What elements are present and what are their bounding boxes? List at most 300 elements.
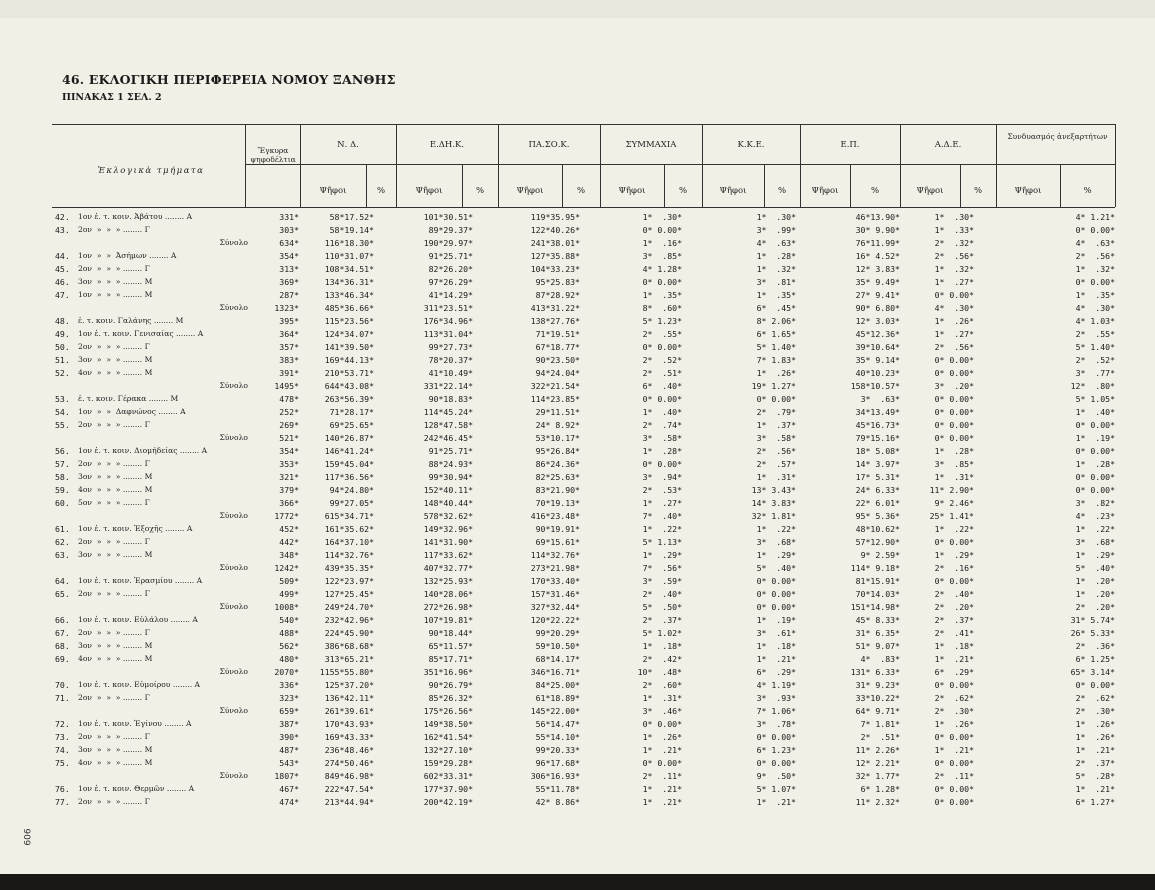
table-row	[0, 407, 1155, 418]
page-subtitle: ΠΙΝΑΚΑΣ 1 ΣΕΛ. 2	[62, 92, 162, 103]
kke-cell: 3* .93*	[756, 693, 796, 703]
row-label: 2ον » » » ........ Γ	[78, 459, 150, 468]
edik-cell: 200*42.19*	[423, 797, 473, 807]
kke-cell: 0* 0.00*	[756, 732, 796, 742]
row-label: 4ον » » » ........ Μ	[78, 368, 153, 377]
nd-cell: 110*31.07*	[324, 251, 374, 261]
pasok-cell: 59*10.50*	[535, 641, 580, 651]
nd-cell: 210*53.71*	[324, 368, 374, 378]
header-symmachia: ΣΥΜΜΑΧΙΑ	[625, 140, 677, 150]
table-row	[0, 693, 1155, 704]
ep-cell: 18* 5.08*	[855, 446, 900, 456]
symmachia-cell: 2* .52*	[642, 355, 682, 365]
symmachia-cell: 1* .16*	[642, 238, 682, 248]
edik-cell: 152*40.11*	[423, 485, 473, 495]
table-row	[0, 563, 1155, 574]
row-number: 63.	[55, 550, 70, 560]
row-number: 60.	[55, 498, 70, 508]
ep-cell: 35* 9.14*	[855, 355, 900, 365]
kke-cell: 5* .40*	[756, 563, 796, 573]
nd-cell: 127*25.45*	[324, 589, 374, 599]
valid-ballots: 1495*	[274, 381, 299, 391]
ade-cell: 1* .22*	[934, 524, 974, 534]
ep-cell: 32* 1.77*	[855, 771, 900, 781]
edik-cell: 351*16.96*	[423, 667, 473, 677]
row-number: 69.	[55, 654, 70, 664]
kke-cell: 1* .29*	[756, 550, 796, 560]
ade-cell: 2* .56*	[934, 342, 974, 352]
header-votes: Ψῆφοι	[319, 186, 347, 196]
independents-cell: 26* 5.33*	[1070, 628, 1115, 638]
row-number: 64.	[55, 576, 70, 586]
ade-cell: 0* 0.00*	[934, 394, 974, 404]
valid-ballots: 313*	[279, 264, 299, 274]
header-pasok: ΠΑ.ΣΟ.Κ.	[528, 140, 570, 150]
table-row	[0, 719, 1155, 730]
kke-cell: 6* 1.23*	[756, 745, 796, 755]
ade-cell: 2* .20*	[934, 602, 974, 612]
ep-cell: 95* 5.36*	[855, 511, 900, 521]
kke-cell: 1* .37*	[756, 420, 796, 430]
independents-cell: 31* 5.74*	[1070, 615, 1115, 625]
ade-cell: 0* 0.00*	[934, 433, 974, 443]
nd-cell: 849*46.98*	[324, 771, 374, 781]
row-label: 2ον » » » ........ Γ	[78, 628, 150, 637]
header-votes: Ψῆφοι	[811, 186, 839, 196]
pasok-cell: 327*32.44*	[530, 602, 580, 612]
ade-cell: 3* .85*	[934, 459, 974, 469]
edik-cell: 107*19.81*	[423, 615, 473, 625]
ep-cell: 33*10.22*	[855, 693, 900, 703]
ep-cell: 151*14.98*	[850, 602, 900, 612]
row-label: 1ον » » Δαφνώνος ........ Α	[78, 407, 186, 416]
independents-cell: 1* .29*	[1075, 550, 1115, 560]
valid-ballots: 1008*	[274, 602, 299, 612]
ade-cell: 1* .21*	[934, 745, 974, 755]
ep-cell: 16* 4.52*	[855, 251, 900, 261]
pasok-cell: 104*33.23*	[530, 264, 580, 274]
ade-cell: 2* .30*	[934, 706, 974, 716]
independents-cell: 1* .20*	[1075, 589, 1115, 599]
row-number: 71.	[55, 693, 70, 703]
symmachia-cell: 2* .42*	[642, 654, 682, 664]
symmachia-cell: 8* .60*	[642, 303, 682, 313]
table-row	[0, 654, 1155, 665]
table-row	[0, 680, 1155, 691]
table-row	[0, 537, 1155, 548]
symmachia-cell: 4* 1.28*	[642, 264, 682, 274]
pasok-cell: 99*20.29*	[535, 628, 580, 638]
kke-cell: 6* 1.65*	[756, 329, 796, 339]
ep-cell: 35* 9.49*	[855, 277, 900, 287]
independents-cell: 1* .26*	[1075, 732, 1115, 742]
ep-cell: 30* 9.90*	[855, 225, 900, 235]
kke-cell: 3* .68*	[756, 537, 796, 547]
table-row	[0, 212, 1155, 223]
valid-ballots: 252*	[279, 407, 299, 417]
nd-cell: 124*34.07*	[324, 329, 374, 339]
kke-cell: 13* 3.43*	[751, 485, 796, 495]
independents-cell: 0* 0.00*	[1075, 420, 1115, 430]
symmachia-cell: 5* .50*	[642, 602, 682, 612]
header-bottom-rule	[52, 207, 1115, 208]
row-label: 2ον » » » ........ Γ	[78, 693, 150, 702]
pasok-cell: 29*11.51*	[535, 407, 580, 417]
edik-cell: 99*30.94*	[428, 472, 473, 482]
row-label: 4ον » » » ........ Μ	[78, 654, 153, 663]
symmachia-cell: 0* 0.00*	[642, 225, 682, 235]
row-number: 44.	[55, 251, 70, 261]
header-votes: Ψῆφοι	[516, 186, 544, 196]
valid-ballots: 1323*	[274, 303, 299, 313]
pasok-cell: 84*25.00*	[535, 680, 580, 690]
header-mid-rule	[245, 164, 1115, 165]
independents-cell: 6* 1.25*	[1075, 654, 1115, 664]
independents-cell: 1* .20*	[1075, 576, 1115, 586]
row-number: 72.	[55, 719, 70, 729]
ade-cell: 2* .41*	[934, 628, 974, 638]
pasok-cell: 55*11.78*	[535, 784, 580, 794]
ade-cell: 2* .37*	[934, 615, 974, 625]
ep-cell: 7* 1.81*	[860, 719, 900, 729]
pasok-cell: 70*19.13*	[535, 498, 580, 508]
table-row	[0, 290, 1155, 301]
edik-cell: 149*32.96*	[423, 524, 473, 534]
edik-cell: 91*25.71*	[428, 251, 473, 261]
ade-cell: 0* 0.00*	[934, 290, 974, 300]
row-number: 73.	[55, 732, 70, 742]
row-label: Σύνολο	[219, 771, 248, 780]
symmachia-cell: 2* .74*	[642, 420, 682, 430]
row-label: 2ον » » » ........ Γ	[78, 342, 150, 351]
kke-cell: 3* .61*	[756, 628, 796, 638]
independents-cell: 4* .63*	[1075, 238, 1115, 248]
nd-cell: 99*27.05*	[329, 498, 374, 508]
independents-cell: 3* .68*	[1075, 537, 1115, 547]
table-row	[0, 264, 1155, 275]
row-label: Σύνολο	[219, 303, 248, 312]
ade-cell: 4* .30*	[934, 303, 974, 313]
row-label: Σύνολο	[219, 511, 248, 520]
kke-cell: 1* .31*	[756, 472, 796, 482]
nd-cell: 108*34.51*	[324, 264, 374, 274]
ade-cell: 1* .30*	[934, 212, 974, 222]
valid-ballots: 509*	[279, 576, 299, 586]
nd-cell: 117*36.56*	[324, 472, 374, 482]
kke-cell: 3* .78*	[756, 719, 796, 729]
independents-cell: 5* .28*	[1075, 771, 1115, 781]
edik-cell: 132*25.93*	[423, 576, 473, 586]
ade-cell: 1* .31*	[934, 472, 974, 482]
row-label: 1ον ἐ. τ. κοιν. Γενισαίας ........ Α	[78, 329, 204, 338]
valid-ballots: 1242*	[274, 563, 299, 573]
edik-cell: 113*31.04*	[423, 329, 473, 339]
valid-ballots: 487*	[279, 745, 299, 755]
nd-cell: 134*36.31*	[324, 277, 374, 287]
nd-cell: 236*48.46*	[324, 745, 374, 755]
ade-cell: 0* 0.00*	[934, 407, 974, 417]
row-label: 1ον ἐ. τ. κοιν. Διομήδείας ........ Α	[78, 446, 208, 455]
symmachia-cell: 2* .40*	[642, 589, 682, 599]
header-independents: Συνδυασμός ἀνεξαρτήτων	[1007, 132, 1108, 141]
pasok-cell: 127*35.88*	[530, 251, 580, 261]
independents-cell: 0* 0.00*	[1075, 485, 1115, 495]
independents-cell: 3* .82*	[1075, 498, 1115, 508]
valid-ballots: 390*	[279, 732, 299, 742]
pasok-cell: 120*22.22*	[530, 615, 580, 625]
table-row	[0, 797, 1155, 808]
nd-cell: 58*19.14*	[329, 225, 374, 235]
ade-cell: 25* 1.41*	[929, 511, 974, 521]
independents-cell: 1* .21*	[1075, 784, 1115, 794]
pasok-cell: 346*16.71*	[530, 667, 580, 677]
row-number: 76.	[55, 784, 70, 794]
row-label: ἐ. τ. κοιν. Γέρακα ........ Μ	[78, 394, 179, 403]
header-pct: %	[475, 186, 485, 196]
header-pct: %	[973, 186, 983, 196]
row-label: 2ον » » » ........ Γ	[78, 420, 150, 429]
valid-ballots: 287*	[279, 290, 299, 300]
edik-cell: 114*45.24*	[423, 407, 473, 417]
nd-cell: 232*42.96*	[324, 615, 374, 625]
row-label: 1ον » » » ........ Μ	[78, 290, 153, 299]
pasok-cell: 322*21.54*	[530, 381, 580, 391]
independents-cell: 4* .30*	[1075, 303, 1115, 313]
edik-cell: 128*47.58*	[423, 420, 473, 430]
ep-cell: 40*10.23*	[855, 368, 900, 378]
edik-cell: 407*32.77*	[423, 563, 473, 573]
kke-cell: 5* 1.40*	[756, 342, 796, 352]
row-number: 51.	[55, 355, 70, 365]
ade-cell: 0* 0.00*	[934, 784, 974, 794]
edik-cell: 190*29.97*	[423, 238, 473, 248]
symmachia-cell: 5* 1.02*	[642, 628, 682, 638]
independents-cell: 12* .80*	[1070, 381, 1115, 391]
row-number: 46.	[55, 277, 70, 287]
symmachia-cell: 0* 0.00*	[642, 277, 682, 287]
pasok-cell: 42* 8.86*	[535, 797, 580, 807]
ade-cell: 0* 0.00*	[934, 420, 974, 430]
pasok-cell: 273*21.98*	[530, 563, 580, 573]
symmachia-cell: 0* 0.00*	[642, 459, 682, 469]
independents-cell: 2* .62*	[1075, 693, 1115, 703]
symmachia-cell: 1* .21*	[642, 784, 682, 794]
nd-cell: 313*65.21*	[324, 654, 374, 664]
ade-cell: 1* .32*	[934, 264, 974, 274]
valid-ballots: 540*	[279, 615, 299, 625]
table-row	[0, 628, 1155, 639]
kke-cell: 1* .32*	[756, 264, 796, 274]
ade-cell: 2* .32*	[934, 238, 974, 248]
pasok-cell: 83*21.90*	[535, 485, 580, 495]
row-label: Σύνολο	[219, 706, 248, 715]
nd-cell: 114*32.76*	[324, 550, 374, 560]
ep-cell: 51* 9.07*	[855, 641, 900, 651]
ade-cell: 1* .26*	[934, 316, 974, 326]
kke-cell: 9* .50*	[756, 771, 796, 781]
ep-cell: 79*15.16*	[855, 433, 900, 443]
row-label: 2ον » » » ........ Γ	[78, 225, 150, 234]
independents-cell: 1* .28*	[1075, 459, 1115, 469]
col-divider	[245, 124, 246, 207]
valid-ballots: 499*	[279, 589, 299, 599]
row-label: 3ον » » » ........ Μ	[78, 355, 153, 364]
symmachia-cell: 1* .30*	[642, 212, 682, 222]
pasok-cell: 90*23.50*	[535, 355, 580, 365]
row-label: 3ον » » » ........ Μ	[78, 277, 153, 286]
ep-cell: 76*11.99*	[855, 238, 900, 248]
symmachia-cell: 3* .58*	[642, 433, 682, 443]
pasok-cell: 119*35.95*	[530, 212, 580, 222]
row-number: 58.	[55, 472, 70, 482]
row-number: 43.	[55, 225, 70, 235]
independents-cell: 1* .26*	[1075, 719, 1115, 729]
symmachia-cell: 5* 1.13*	[642, 537, 682, 547]
ade-cell: 2* .56*	[934, 251, 974, 261]
row-number: 65.	[55, 589, 70, 599]
ep-cell: 131* 6.33*	[850, 667, 900, 677]
kke-cell: 1* .35*	[756, 290, 796, 300]
row-label: 2ον » » » ........ Γ	[78, 264, 150, 273]
nd-cell: 69*25.65*	[329, 420, 374, 430]
edik-cell: 242*46.45*	[423, 433, 473, 443]
row-label: 3ον » » » ........ Μ	[78, 745, 153, 754]
valid-ballots: 369*	[279, 277, 299, 287]
table-row	[0, 602, 1155, 613]
kke-cell: 7* 1.83*	[756, 355, 796, 365]
kke-cell: 1* .28*	[756, 251, 796, 261]
header-registered: Ἔγκυρα ψηφοδέλτια	[250, 146, 296, 164]
ade-cell: 0* 0.00*	[934, 537, 974, 547]
symmachia-cell: 2* .11*	[642, 771, 682, 781]
row-label: 5ον » » » ........ Γ	[78, 498, 150, 507]
ade-cell: 0* 0.00*	[934, 576, 974, 586]
nd-cell: 136*42.11*	[324, 693, 374, 703]
valid-ballots: 348*	[279, 550, 299, 560]
valid-ballots: 543*	[279, 758, 299, 768]
ade-cell: 0* 0.00*	[934, 680, 974, 690]
row-label: 1ον ἐ. τ. κοιν. Εὐμοίρου ........ Α	[78, 680, 201, 689]
edik-cell: 140*28.06*	[423, 589, 473, 599]
valid-ballots: 488*	[279, 628, 299, 638]
independents-cell: 4* 1.21*	[1075, 212, 1115, 222]
nd-cell: 115*23.56*	[324, 316, 374, 326]
row-label: 3ον » » » ........ Μ	[78, 550, 153, 559]
independents-cell: 2* .37*	[1075, 758, 1115, 768]
ep-cell: 4* .83*	[860, 654, 900, 664]
symmachia-cell: 1* .21*	[642, 745, 682, 755]
edik-cell: 311*23.51*	[423, 303, 473, 313]
pasok-cell: 94*24.04*	[535, 368, 580, 378]
independents-cell: 1* .19*	[1075, 433, 1115, 443]
edik-cell: 90*18.44*	[428, 628, 473, 638]
ep-cell: 2* .51*	[860, 732, 900, 742]
kke-cell: 32* 1.81*	[751, 511, 796, 521]
header-ade: Α.Δ.Ε.	[934, 140, 962, 150]
pasok-cell: 87*28.92*	[535, 290, 580, 300]
row-label: Σύνολο	[219, 381, 248, 390]
nd-cell: 125*37.20*	[324, 680, 374, 690]
edik-cell: 331*22.14*	[423, 381, 473, 391]
table-row	[0, 238, 1155, 249]
symmachia-cell: 2* .37*	[642, 615, 682, 625]
ep-cell: 57*12.90*	[855, 537, 900, 547]
row-number: 55.	[55, 420, 70, 430]
valid-ballots: 364*	[279, 329, 299, 339]
row-label: 2ον » » » ........ Γ	[78, 732, 150, 741]
nd-cell: 213*44.94*	[324, 797, 374, 807]
independents-cell: 1* .35*	[1075, 290, 1115, 300]
symmachia-cell: 2* .55*	[642, 329, 682, 339]
kke-cell: 0* 0.00*	[756, 758, 796, 768]
table-row	[0, 225, 1155, 236]
edik-cell: 90*18.83*	[428, 394, 473, 404]
pasok-cell: 145*22.00*	[530, 706, 580, 716]
kke-cell: 2* .79*	[756, 407, 796, 417]
symmachia-cell: 3* .94*	[642, 472, 682, 482]
edik-cell: 141*31.90*	[423, 537, 473, 547]
ep-cell: 6* 1.28*	[860, 784, 900, 794]
kke-cell: 1* .18*	[756, 641, 796, 651]
table-row	[0, 498, 1155, 509]
row-label: Σύνολο	[219, 433, 248, 442]
table-row	[0, 550, 1155, 561]
kke-cell: 8* 2.06*	[756, 316, 796, 326]
table-row	[0, 342, 1155, 353]
header-pct: %	[576, 186, 586, 196]
kke-cell: 3* .81*	[756, 277, 796, 287]
ep-cell: 90* 6.80*	[855, 303, 900, 313]
pasok-cell: 69*15.61*	[535, 537, 580, 547]
edik-cell: 78*20.37*	[428, 355, 473, 365]
kke-cell: 5* 1.07*	[756, 784, 796, 794]
row-label: 2ον » » » ........ Γ	[78, 797, 150, 806]
symmachia-cell: 5* 1.23*	[642, 316, 682, 326]
symmachia-cell: 1* .27*	[642, 498, 682, 508]
table-row	[0, 472, 1155, 483]
valid-ballots: 452*	[279, 524, 299, 534]
valid-ballots: 323*	[279, 693, 299, 703]
ep-cell: 9* 2.59*	[860, 550, 900, 560]
nd-cell: 133*46.34*	[324, 290, 374, 300]
row-number: 54.	[55, 407, 70, 417]
valid-ballots: 321*	[279, 472, 299, 482]
row-number: 45.	[55, 264, 70, 274]
symmachia-cell: 1* .28*	[642, 446, 682, 456]
row-number: 52.	[55, 368, 70, 378]
col-divider	[1115, 124, 1116, 207]
table-row	[0, 706, 1155, 717]
header-votes: Ψῆφοι	[415, 186, 443, 196]
scan-bottom-edge	[0, 874, 1155, 890]
ep-cell: 3* .63*	[860, 394, 900, 404]
pasok-cell: 96*17.68*	[535, 758, 580, 768]
kke-cell: 0* 0.00*	[756, 589, 796, 599]
ep-cell: 45*12.36*	[855, 329, 900, 339]
pasok-cell: 138*27.76*	[530, 316, 580, 326]
header-pct: %	[777, 186, 787, 196]
valid-ballots: 383*	[279, 355, 299, 365]
ep-cell: 24* 6.33*	[855, 485, 900, 495]
ep-cell: 11* 2.32*	[855, 797, 900, 807]
edik-cell: 159*29.28*	[423, 758, 473, 768]
nd-cell: 644*43.08*	[324, 381, 374, 391]
table-row	[0, 420, 1155, 431]
symmachia-cell: 1* .29*	[642, 550, 682, 560]
pasok-cell: 82*25.63*	[535, 472, 580, 482]
independents-cell: 1* .22*	[1075, 524, 1115, 534]
ade-cell: 0* 0.00*	[934, 355, 974, 365]
